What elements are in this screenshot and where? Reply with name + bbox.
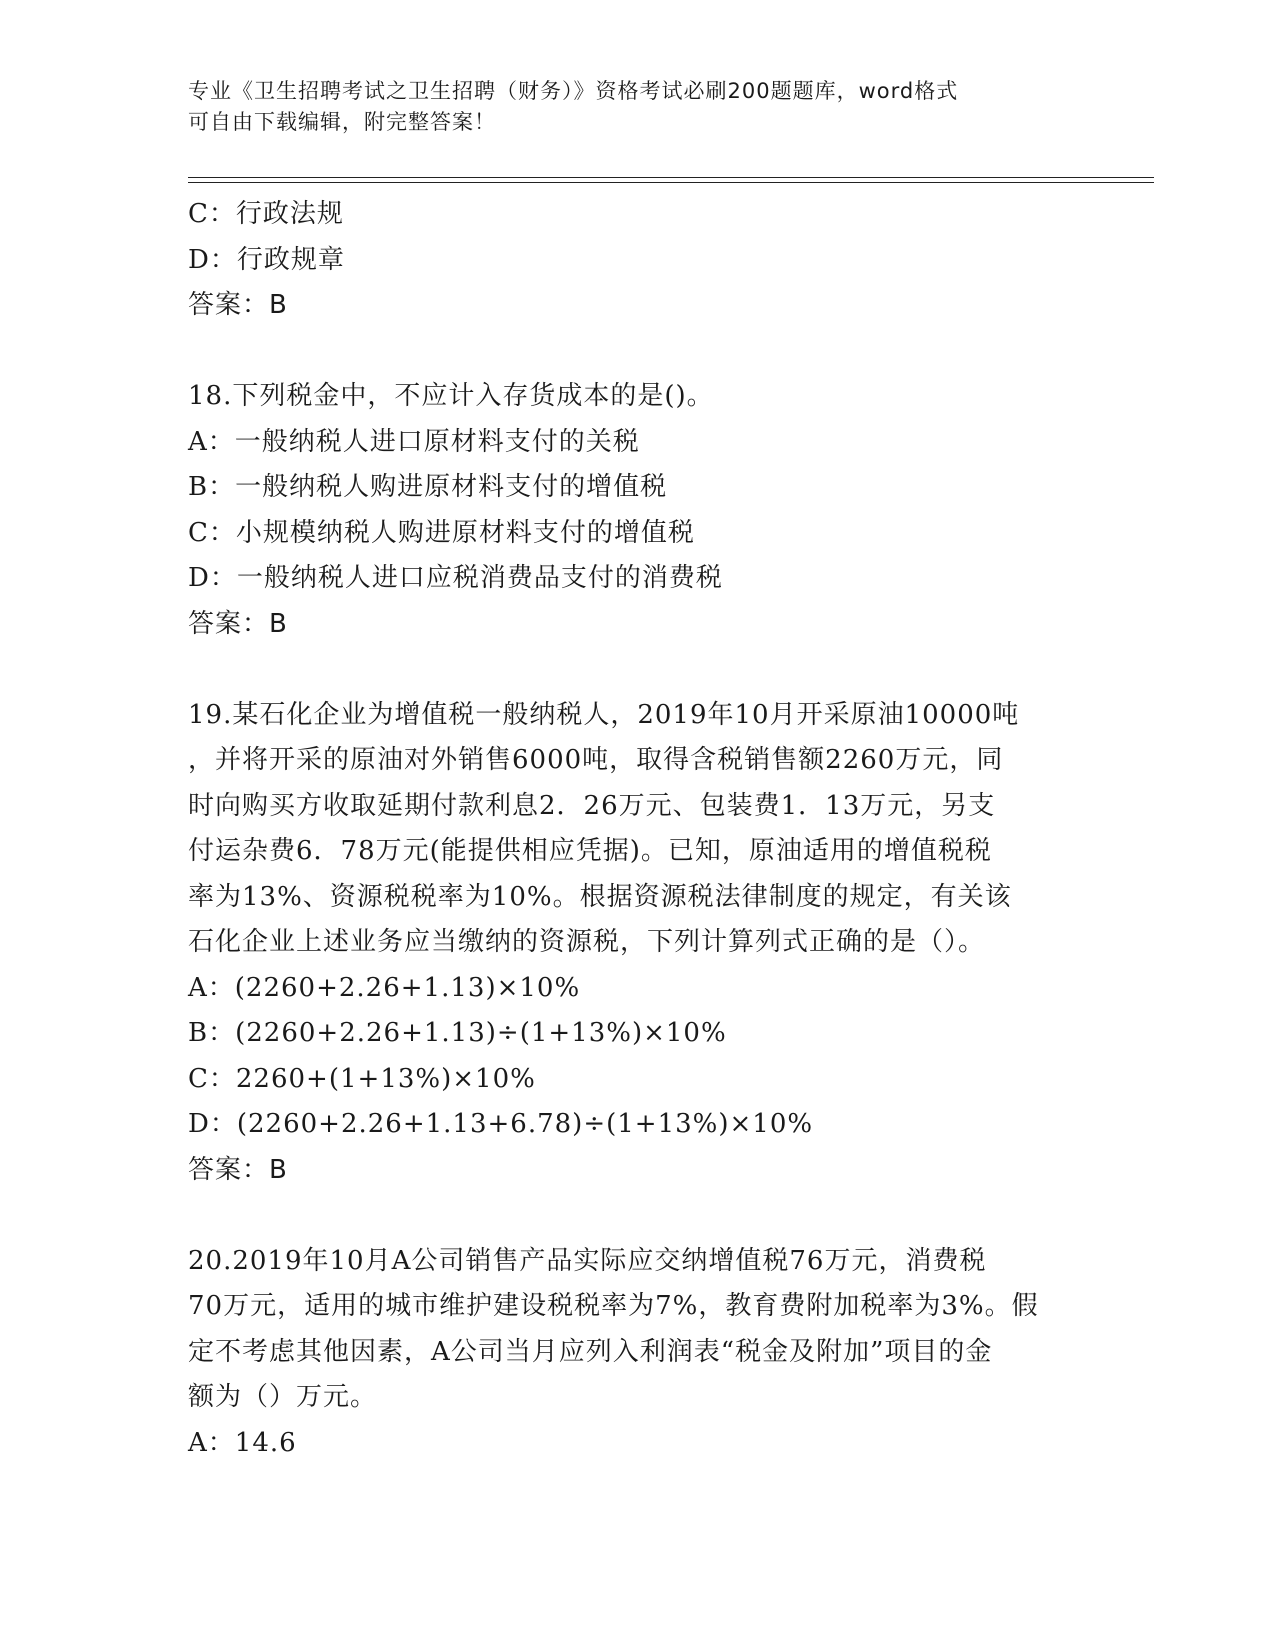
- q18-stem: 18.下列税金中，不应计入存货成本的是()。: [188, 381, 714, 411]
- header-title-line-1: 专业《卫生招聘考试之卫生招聘（财务）》资格考试必刷200题题库，word格式: [188, 79, 959, 103]
- q17-option-c: C：行政法规: [188, 199, 344, 229]
- q20-stem-line: 定不考虑其他因素，A公司当月应列入利润表“税金及附加”项目的金: [188, 1336, 993, 1367]
- q19-option-b: B：(2260+2.26+1.13)÷(1+13%)×10%: [188, 1018, 727, 1048]
- header-title-line-2: 可自由下载编辑，附完整答案！: [188, 110, 496, 134]
- spacer: [188, 647, 1088, 693]
- q18-option-a: A：一般纳税人进口原材料支付的关税: [188, 426, 640, 457]
- question-20: [188, 1239, 1088, 1467]
- question-19: [188, 693, 1088, 1194]
- q19-answer: 答案：B: [188, 1154, 288, 1185]
- header-divider-bottom: [188, 182, 1154, 183]
- header-divider-top: [188, 177, 1154, 178]
- q19-stem-line: 19.某石化企业为增值税一般纳税人，2019年10月开采原油10000吨: [188, 699, 1020, 730]
- q19-stem-line: 时向购买方收取延期付款利息2．26万元、包装费1．13万元，另支: [188, 790, 996, 821]
- q19-option-d: D：(2260+2.26+1.13+6.78)÷(1+13%)×10%: [188, 1109, 814, 1139]
- spacer: [188, 1193, 1088, 1239]
- q20-stem-line: 额为（）万元。: [188, 1382, 378, 1412]
- spacer: [188, 329, 1088, 375]
- question-18: [188, 374, 1088, 647]
- q20-stem-line: 20.2019年10月A公司销售产品实际应交纳增值税76万元，消费税: [188, 1245, 987, 1276]
- q19-stem-line: 付运杂费6．78万元(能提供相应凭据)。已知，原油适用的增值税税: [188, 836, 992, 866]
- document-body: [188, 192, 1088, 1466]
- q18-answer: 答案：B: [188, 608, 288, 639]
- q18-option-c: C：小规模纳税人购进原材料支付的增值税: [188, 517, 695, 548]
- q20-option-a: A：14.6: [188, 1427, 297, 1458]
- q19-option-a: A：(2260+2.26+1.13)×10%: [188, 972, 581, 1003]
- page-header: [188, 76, 1088, 138]
- q19-option-c: C：2260+(1+13%)×10%: [188, 1063, 536, 1094]
- q18-option-d: D：一般纳税人进口应税消费品支付的消费税: [188, 563, 723, 593]
- question-17-tail: [188, 192, 1088, 329]
- q19-stem-line: 率为13%、资源税税率为10%。根据资源税法律制度的规定，有关该: [188, 881, 1012, 912]
- q17-option-d: D：行政规章: [188, 244, 345, 275]
- q19-stem-line: ，并将开采的原油对外销售6000吨，取得含税销售额2260万元，同: [188, 745, 1004, 775]
- q17-answer: 答案：B: [188, 290, 288, 320]
- q18-option-b: B：一般纳税人购进原材料支付的增值税: [188, 472, 668, 502]
- q19-stem-line: 石化企业上述业务应当缴纳的资源税，下列计算列式正确的是（）。: [188, 927, 986, 957]
- q20-stem-line: 70万元，适用的城市维护建设税税率为7%，教育费附加税率为3%。假: [188, 1291, 1039, 1321]
